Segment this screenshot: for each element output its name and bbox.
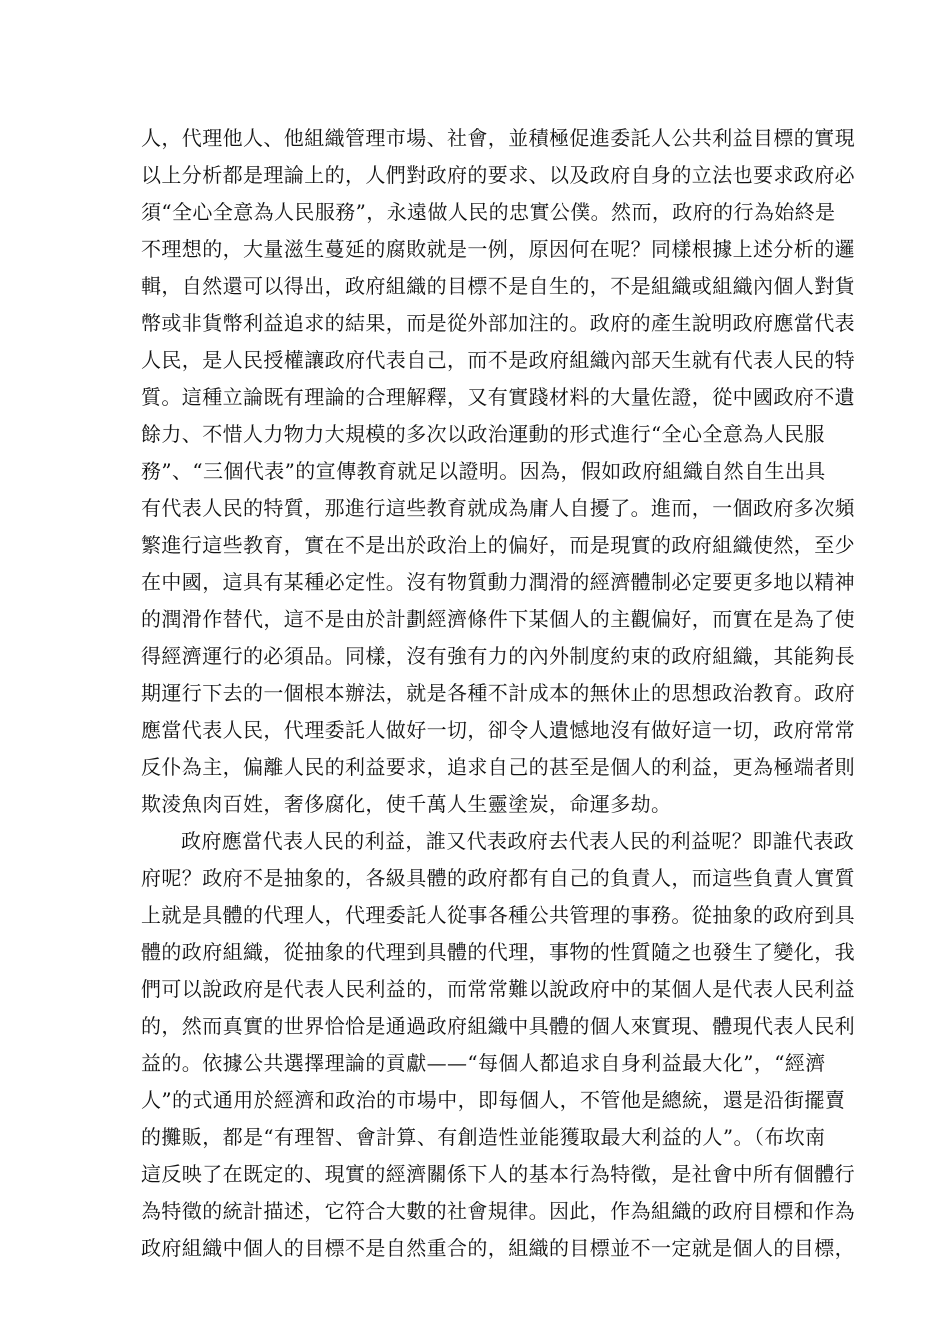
text-line: 的，然而真實的世界恰恰是通過政府組織中具體的個人來實現、體現代表人民利 <box>141 1014 855 1038</box>
text-line: 的攤販，都是“有理智、會計算、有創造性並能獲取最大利益的人”。（布坎南 <box>141 1125 826 1149</box>
text-line: 得經濟運行的必須品。同樣，沒有強有力的內外制度約束的政府組織，其能夠長 <box>141 644 855 668</box>
text-line: 們可以說政府是代表人民利益的，而常常難以說政府中的某個人是代表人民利益 <box>141 977 855 1001</box>
text-line: 繁進行這些教育，實在不是出於政治上的偏好，而是現實的政府組織使然，至少 <box>141 533 855 557</box>
text-line: 政府組織中個人的目標不是自然重合的，組織的目標並不一定就是個人的目標， <box>141 1236 855 1260</box>
text-line: 期運行下去的一個根本辦法，就是各種不計成本的無休止的思想政治教育。政府 <box>141 681 855 705</box>
paragraph-start-line: 政府應當代表人民的利益，誰又代表政府去代表人民的利益呢？即誰代表政 <box>181 829 855 853</box>
text-line: 以上分析都是理論上的，人們對政府的要求、以及政府自身的立法也要求政府必 <box>141 163 855 187</box>
body-text <box>141 120 855 1267</box>
text-line: 質。這種立論既有理論的合理解釋，又有實踐材料的大量佐證，從中國政府不遺 <box>141 385 855 409</box>
text-line: 的潤滑作替代，這不是由於計劃經濟條件下某個人的主觀偏好，而實在是為了使 <box>141 607 855 631</box>
text-line: 輯，自然還可以得出，政府組織的目標不是自生的，不是組織或組織內個人對貨 <box>141 274 855 298</box>
text-line: 益的。依據公共選擇理論的貢獻——“每個人都追求自身利益最大化”，“經濟 <box>141 1051 826 1075</box>
text-line: 這反映了在既定的、現實的經濟關係下人的基本行為特徵，是社會中所有個體行 <box>141 1162 855 1186</box>
text-line: 務”、“三個代表”的宣傳教育就足以證明。因為，假如政府組織自然自生出具 <box>141 459 826 483</box>
text-line: 人，代理他人、他組織管理市場、社會，並積極促進委託人公共利益目標的實現 <box>141 126 855 150</box>
text-line: 餘力、不惜人力物力大規模的多次以政治運動的形式進行“全心全意為人民服 <box>141 422 825 446</box>
paragraph-end-line: 欺淩魚肉百姓，奢侈腐化，使千萬人生靈塗炭，命運多劫。 <box>141 792 672 816</box>
text-line: 幣或非貨幣利益追求的結果，而是從外部加注的。政府的產生說明政府應當代表 <box>141 311 855 335</box>
text-line: 體的政府組織，從抽象的代理到具體的代理，事物的性質隨之也發生了變化，我 <box>141 940 855 964</box>
text-line: 為特徵的統計描述，它符合大數的社會規律。因此，作為組織的政府目標和作為 <box>141 1199 855 1223</box>
text-line: 應當代表人民，代理委託人做好一切，卻令人遺憾地沒有做好這一切，政府常常 <box>141 718 855 742</box>
text-line: 人民，是人民授權讓政府代表自己，而不是政府組織內部天生就有代表人民的特 <box>141 348 855 372</box>
text-line: 須“全心全意為人民服務”，永遠做人民的忠實公僕。然而，政府的行為始終是 <box>141 200 836 224</box>
text-line: 反仆為主，偏離人民的利益要求，追求自己的甚至是個人的利益，更為極端者則 <box>141 755 855 779</box>
text-line: 人”的式通用於經濟和政治的市場中，即每個人，不管他是總統，還是沿街擺賣 <box>141 1088 846 1112</box>
text-line: 上就是具體的代理人，代理委託人從事各種公共管理的事務。從抽象的政府到具 <box>141 903 855 927</box>
text-line: 在中國，這具有某種必定性。沒有物質動力潤滑的經濟體制必定要更多地以精神 <box>141 570 855 594</box>
text-line: 府呢？政府不是抽象的，各級具體的政府都有自己的負責人，而這些負責人實質 <box>141 866 855 890</box>
text-line: 有代表人民的特質，那進行這些教育就成為庸人自擾了。進而，一個政府多次頻 <box>141 496 855 520</box>
text-line: 不理想的，大量滋生蔓延的腐敗就是一例，原因何在呢？同樣根據上述分析的邏 <box>141 237 855 261</box>
